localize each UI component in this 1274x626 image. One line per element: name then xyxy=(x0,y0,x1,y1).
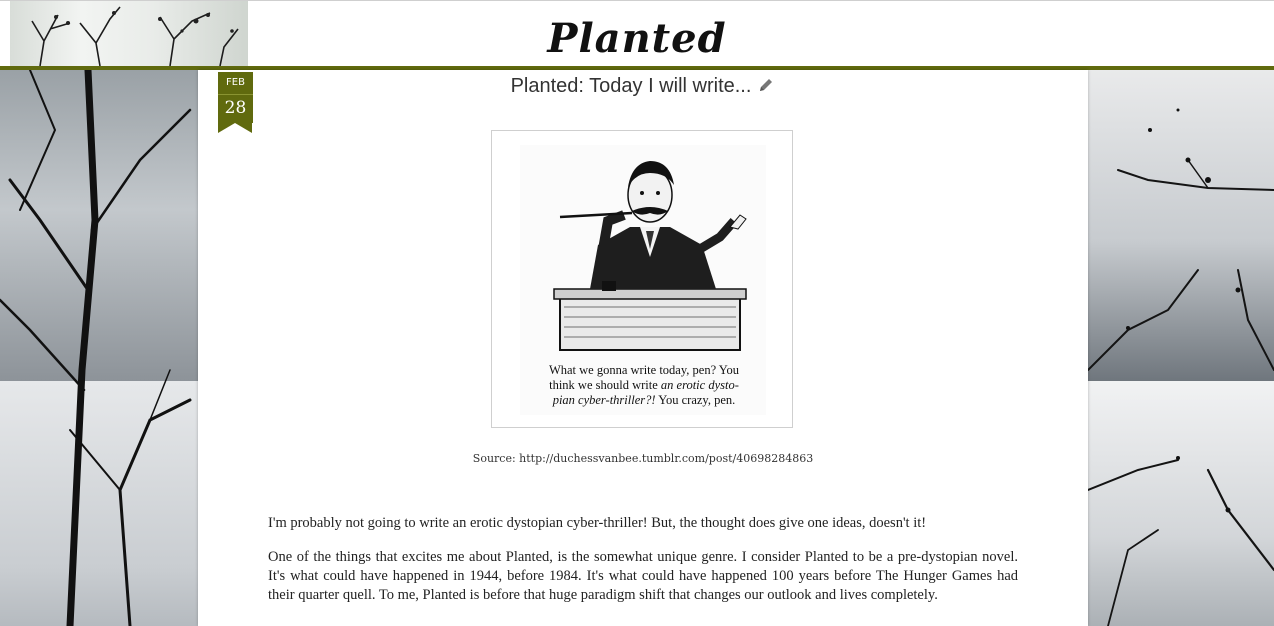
site-header xyxy=(0,0,1274,66)
pencil-icon[interactable] xyxy=(757,76,775,100)
post-title-text[interactable]: Planted: Today I will write... xyxy=(510,75,752,97)
site-title[interactable]: Planted xyxy=(547,15,727,62)
writer-cartoon-image xyxy=(520,145,766,415)
left-background-art xyxy=(0,70,198,626)
post-body xyxy=(268,514,1018,620)
body-paragraph: One of the things that excites me about Planted, is the somewhat unique genre. I consider Planted to be a pre-dystopian novel. It's what could have happened in 1944, before 1984. It's what could have happened 100 years before The Hunger Games had their quarter quell. To me, Planted is before that huge paradigm shift that changes our outlook and lives completely. xyxy=(268,549,1018,603)
right-background-art xyxy=(1088,70,1274,626)
post-image[interactable] xyxy=(491,130,793,428)
caption-line-3-italic: pian cyber-thriller?! xyxy=(552,393,656,407)
date-day: 28 xyxy=(218,94,253,123)
date-month: FEB xyxy=(218,72,253,94)
image-source-link[interactable]: Source: http://duchessvanbee.tumblr.com/post/40698284863 xyxy=(472,452,814,465)
caption-line-1: What we gonna write today, pen? You xyxy=(548,363,740,377)
caption-line-3: You crazy, pen. xyxy=(658,393,736,407)
ribbon-notch xyxy=(218,123,252,133)
body-paragraph: I'm probably not going to write an erotic dystopian cyber-thriller! But, the thought does give one ideas, doesn't it! xyxy=(268,515,927,531)
caption-line-2-italic: an erotic dysto- xyxy=(660,378,739,392)
post-title[interactable] xyxy=(198,75,1088,100)
post-container xyxy=(198,70,1088,626)
caption-line-2: think we should write xyxy=(549,378,658,392)
cartoon-caption xyxy=(534,363,754,408)
